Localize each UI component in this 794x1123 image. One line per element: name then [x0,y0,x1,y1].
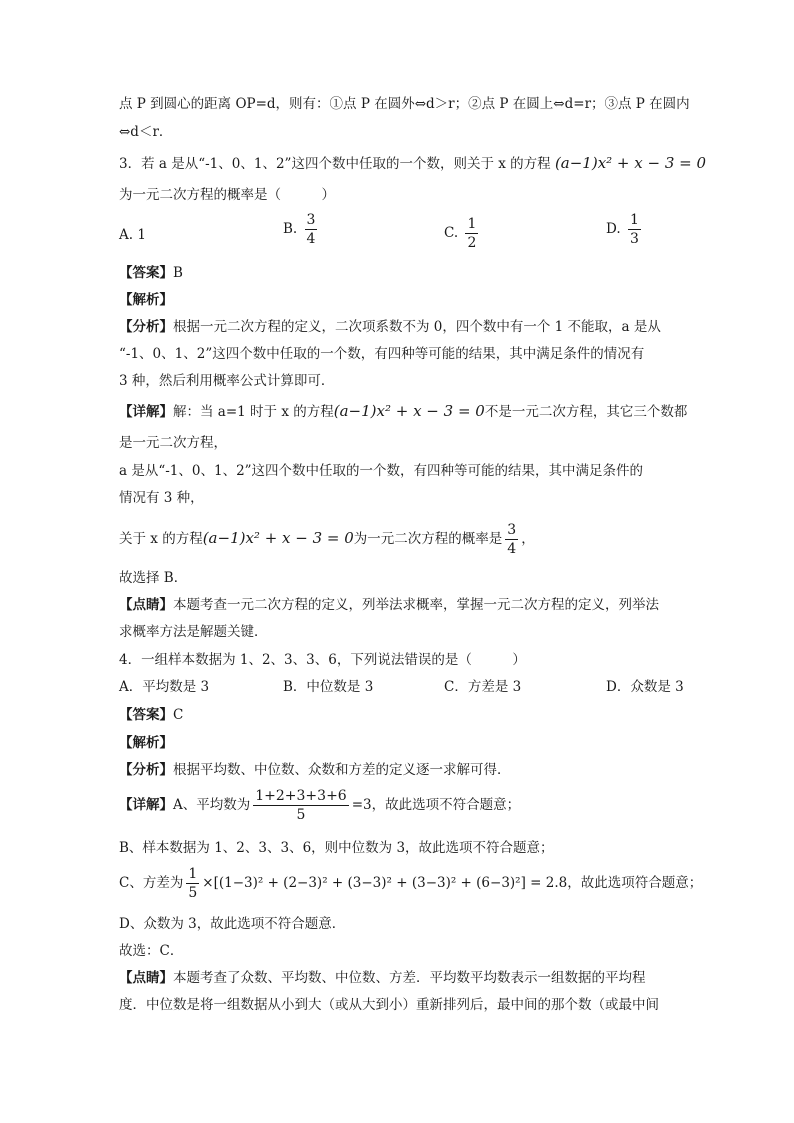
fenxi-tag: 【分析】 [119,319,173,335]
fraction [186,866,199,901]
fenxi-text: 根据平均数、中位数、众数和方差的定义逐一求解可得． [173,762,511,778]
option-a: A．平均数是 3 [119,679,210,695]
answer-value: B [173,265,183,281]
option-d: D．众数是 3 [606,679,684,695]
fenxi-tag: 【分析】 [119,762,173,778]
dianjing-line [119,595,659,615]
denominator: 2 [467,235,477,251]
text-line: “-1、0、1、2”这四个数中任取的一个数，有四种等可能的结果，其中满足条件的情况有 [119,346,645,362]
text-line: 点 P 到圆心的距离 OP=d，则有：①点 P 在圆外⇔d＞r；②点 P 在圆上⇔d=r；③点 P 在圆内 [119,96,690,112]
option-a: A. 1 [119,227,146,243]
xiangjie-text: 关于 x 的方程 [119,531,203,547]
dianjing-text: 本题考查一元二次方程的定义，列举法求概率，掌握一元二次方程的定义，列举法 [173,597,659,613]
question-3-stem [119,153,706,174]
numerator: 1 [629,212,639,228]
text-line: 是一元二次方程， [119,435,227,451]
dianjing-tag: 【点睛】 [119,970,173,986]
xiangjie-tag: 【详解】 [119,404,173,420]
text-line [119,864,702,902]
question-text: 3．若 a 是从“-1、0、1、2”这四个数中任取的一个数，则关于 x 的方程 [119,156,551,172]
equation: ×[(1−3)² + (2−3)² + (3−3)² + (3−3)² + (6−3)²] = 2.8 [202,875,568,891]
xiangjie-text: =3，故此选项不符合题意； [351,797,521,813]
xiangjie-text: 为一元二次方程的概率是 [353,531,503,547]
xiangjie-line [119,786,520,824]
answer-tag: 【答案】 [119,265,173,281]
fraction [253,788,348,823]
numerator: 3 [306,212,316,228]
xiangjie-text: ，故此选项符合题意； [567,875,703,891]
numerator: 3 [507,522,517,538]
xiangjie-text: C、方差为 [119,875,184,891]
fraction [505,522,518,557]
question-4-stem: 4．一组样本数据为 1、2、3、3、6，下列说法错误的是（ ） [119,652,526,668]
answer-line [119,705,183,725]
denominator: 5 [188,885,198,901]
fenxi-line [119,317,661,337]
text-line: 求概率方法是解题关键． [119,624,268,640]
option-label: D. [606,221,621,237]
text-line: 故选择 B． [119,570,188,586]
fraction [465,216,478,251]
fenxi-text: 根据一元二次方程的定义，二次项系数不为 0，四个数中有一个 1 不能取，a 是从 [173,319,661,335]
answer-tag: 【答案】 [119,707,173,723]
dianjing-text: 本题考查了众数、平均数、中位数、方差．平均数平均数表示一组数据的平均程 [173,970,646,986]
dianjing-line [119,968,646,988]
answer-line [119,263,183,283]
dianjing-tag: 【点睛】 [119,597,173,613]
numerator: 1+2+3+3+6 [255,788,347,804]
xiangjie-text: 不是一元二次方程，其它三个数都 [484,404,688,420]
text-line: ⇔d＜r． [119,124,173,140]
xiangjie-text: 解：当 a=1 时于 x 的方程 [173,404,334,420]
denominator: 5 [296,807,306,823]
text-line: 故选：C． [119,943,184,959]
text-line: 度．中位数是将一组数据从小到大（或从大到小）重新排列后，最中间的那个数（或最中间 [119,997,659,1013]
question-3-stem-cont: 为一元二次方程的概率是（ ） [119,187,335,203]
denominator: 4 [507,541,517,557]
option-label: B. [283,221,298,237]
xiangjie-line [119,401,687,422]
xiangjie-text: A、平均数为 [173,797,251,813]
fraction [628,212,641,247]
text-line [119,520,535,557]
text-line: 3 种，然后利用概率公式计算即可． [119,373,335,389]
text-line: a 是从“-1、0、1、2”这四个数中任取的一个数，有四种等可能的结果，其中满足条件的 [119,463,644,479]
jiexi-tag: 【解析】 [119,292,173,308]
answer-value: C [173,707,184,723]
equation: (a−1)x² + x − 3 = 0 [554,154,707,172]
option-b: B．中位数是 3 [283,679,374,695]
denominator: 3 [629,231,639,247]
jiexi-tag: 【解析】 [119,735,173,751]
xiangjie-text: ， [521,531,535,547]
option-label: C. [444,225,459,241]
denominator: 4 [306,231,316,247]
option-d [606,212,644,247]
text-line: B、样本数据为 1、2、3、3、6，则中位数为 3，故此选项不符合题意； [119,840,554,856]
equation: (a−1)x² + x − 3 = 0 [333,402,485,420]
xiangjie-tag: 【详解】 [119,797,173,813]
fenxi-line [119,760,511,780]
numerator: 1 [467,216,477,232]
option-b [283,212,320,247]
option-c [444,216,481,251]
text-line: 情况有 3 种， [119,490,204,506]
option-c: C．方差是 3 [444,679,522,695]
text-line: D、众数为 3，故此选项不符合题意． [119,916,346,932]
fraction [305,212,318,247]
numerator: 1 [188,866,198,882]
equation: (a−1)x² + x − 3 = 0 [202,529,354,547]
